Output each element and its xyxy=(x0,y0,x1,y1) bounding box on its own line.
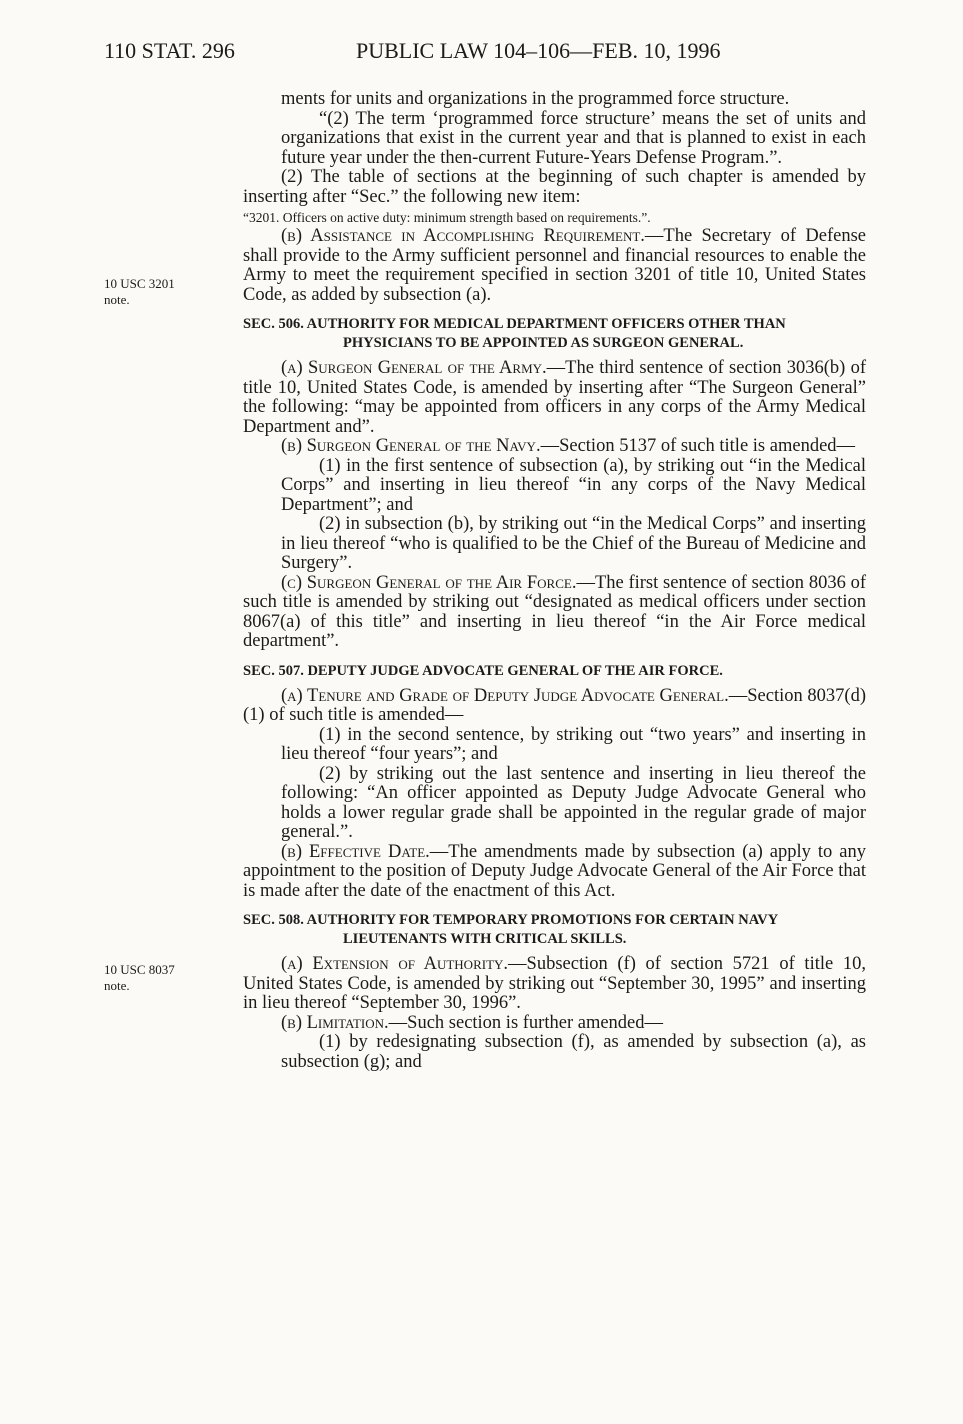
statute-page-number: 110 STAT. 296 xyxy=(104,38,235,63)
subsection-heading: (c) Surgeon General of the Air Force. xyxy=(281,572,577,593)
paragraph: (b) Limitation.—Such section is further amended— xyxy=(281,1012,664,1033)
subsection-heading: (a) Extension of Authority. xyxy=(281,954,509,974)
subsection-heading: (b) Surgeon General of the Navy. xyxy=(281,436,541,456)
public-law-title: PUBLIC LAW 104–106—FEB. 10, 1996 xyxy=(356,38,721,63)
document-body xyxy=(243,90,866,1072)
section-heading-507: SEC. 507. DEPUTY JUDGE ADVOCATE GENERAL OF THE AIR FORCE. xyxy=(243,662,723,679)
section-heading-508: SEC. 508. AUTHORITY FOR TEMPORARY PROMOTIONS FOR CERTAIN NAVY LIEUTENANTS WITH CRITICAL SKILLS. xyxy=(243,912,778,947)
paragraph: (1) in the second sentence, by striking out “two years” and inserting in lieu thereof “four years”; and xyxy=(281,724,866,764)
paragraph: (1) in the first sentence of subsection (a), by striking out “in the Medical Corps” and inserting in lieu thereof “in any corps of the Navy Medical Department”; and xyxy=(281,455,866,515)
paragraph: (b) Assistance in Accomplishing Requirement.—The Secretary of Defense shall provide to the Army sufficient personnel and financial resources to enable the Army to meet the requirement specified in section 3201 of title 10, United States Code, as added by subsection (a). xyxy=(243,226,866,305)
subsection-heading: (a) Surgeon General of the Army. xyxy=(281,358,547,378)
paragraph: (c) Surgeon General of the Air Force.—The first sentence of section 8036 of such title is amended by striking out “designated as medical officers under section 8067(a) of this title” and inserting in lieu thereof “in the Air Force medical department”. xyxy=(243,572,866,651)
subsection-heading: (a) Tenure and Grade of Deputy Judge Advocate General. xyxy=(281,685,729,706)
paragraph: (b) Effective Date.—The amendments made by subsection (a) apply to any appointment to the position of Deputy Judge Advocate General of the Air Force that is made after the date of the enactment of this Act. xyxy=(243,841,866,901)
subsection-heading: (b) Effective Date. xyxy=(281,841,430,862)
paragraph: (a) Surgeon General of the Army.—The third sentence of section 3036(b) of title 10, United States Code, is amended by inserting after “The Surgeon General” the following: “may be appointed from officers in any corps of the Army Medical Department and”. xyxy=(243,358,866,437)
margin-note-usc-3201: 10 USC 3201 note. xyxy=(104,276,175,307)
paragraph: “(2) The term ‘programmed force structure’ means the set of units and organizations that exist in the current year and that is planned to exist in each future year under the then-current Future-Years Defense Program.”. xyxy=(281,108,866,168)
paragraph: (2) in subsection (b), by striking out “in the Medical Corps” and inserting in lieu thereof “who is qualified to be the Chief of the Bureau of Medicine and Surgery”. xyxy=(281,514,866,573)
margin-note-usc-8037: 10 USC 8037 note. xyxy=(104,962,175,993)
subsection-heading: (b) Limitation. xyxy=(281,1012,389,1033)
paragraph: (b) Surgeon General of the Navy.—Section 5137 of such title is amended— xyxy=(281,436,856,456)
paragraph: (a) Tenure and Grade of Deputy Judge Advocate General.—Section 8037(d)(1) of such title is amended— xyxy=(243,685,867,725)
table-of-sections-item: “3201. Officers on active duty: minimum strength based on requirements.”. xyxy=(243,210,651,225)
paragraph: (1) by redesignating subsection (f), as amended by subsection (a), as subsection (g); and xyxy=(281,1032,866,1072)
subsection-heading: (b) Assistance in Accomplishing Requirement. xyxy=(281,226,645,246)
paragraph: (a) Extension of Authority.—Subsection (f) of section 5721 of title 10, United States Code, is amended by striking out “September 30, 1995” and inserting in lieu thereof “September 30, 1996”. xyxy=(243,954,866,1013)
paragraph: (2) by striking out the last sentence and inserting in lieu thereof the following: “An officer appointed as Deputy Judge Advocate General who holds a lower regular grade shall be appointed in the regular grade of major general.”. xyxy=(281,763,866,842)
page-header xyxy=(60,38,920,68)
section-heading-506: SEC. 506. AUTHORITY FOR MEDICAL DEPARTMENT OFFICERS OTHER THAN PHYSICIANS TO BE APPOINTED AS SURGEON GENERAL. xyxy=(243,316,786,351)
paragraph: (2) The table of sections at the beginning of such chapter is amended by inserting after “Sec.” the following new item: xyxy=(243,167,866,207)
paragraph: ments for units and organizations in the programmed force structure. xyxy=(281,89,790,109)
